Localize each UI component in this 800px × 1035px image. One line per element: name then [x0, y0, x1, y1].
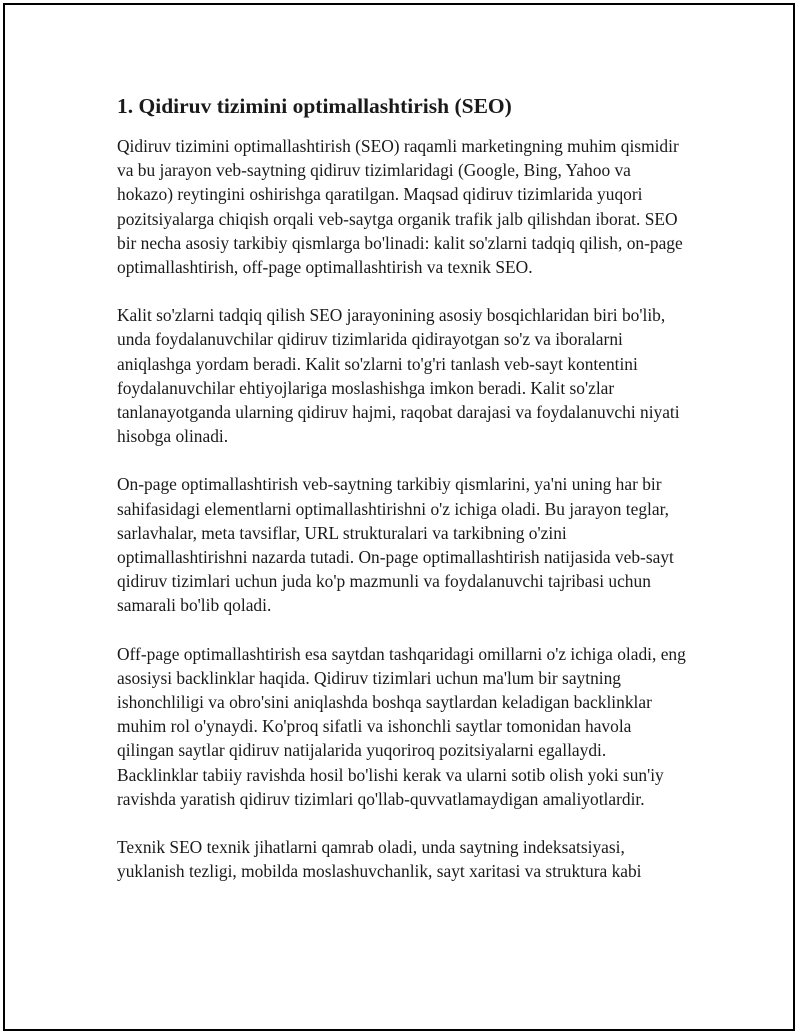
paragraph-technical-seo: Texnik SEO texnik jihatlarni qamrab oladi, unda saytning indeksatsiyasi, yuklanish tezligi, mobilda moslashuvchanlik, sayt xaritasi va struktura kabi: [117, 837, 642, 882]
paragraph-intro: Qidiruv tizimini optimallashtirish (SEO) raqamli marketingning muhim qismidir va bu jarayon veb-saytning qidiruv tizimlaridagi (Google, Bing, Yahoo va hokazo) reytingini oshirishga qaratilgan. Maqsad qidiruv tizimlarida yuqori pozitsiyalarga chiqish orqali veb-saytga organik trafik jalb qilishdan iborat. SEO bir necha asosiy tarkibiy qismlarga bo'linadi: kalit so'zlarni tadqiq qilish, on-page optimallashtirish, off-page optimallashtirish va texnik SEO.: [117, 136, 683, 278]
paragraph-off-page: Off-page optimallashtirish esa saytdan tashqaridagi omillarni o'z ichiga oladi, eng asosiysi backlinklar haqida. Qidiruv tizimlari uchun ma'lum bir saytning ishonchliligi va obro'sini aniqlashda boshqa saytlardan keladigan backlinklar muhim rol o'ynaydi. Ko'proq sifatli va ishonchli saytlar tomonidan havola qilingan saytlar qidiruv natijalarida yuqoriroq pozitsiyalarni egallaydi. Backlinklar tabiiy ravishda hosil bo'lishi kerak va ularni sotib olish yoki sun'iy ravishda yaratish qidiruv tizimlari qo'llab-quvvatlamaydigan amaliyotlardir.: [117, 643, 686, 809]
section-heading: 1. Qidiruv tizimini optimallashtirish (SEO): [117, 94, 512, 118]
document-body: [117, 92, 687, 907]
paragraph-keyword-research: Kalit so'zlarni tadqiq qilish SEO jarayonining asosiy bosqichlaridan biri bo'lib, unda foydalanuvchilar qidiruv tizimlarida qidirayotgan so'z va iboralarni aniqlashga yordam beradi. Kalit so'zlarni to'g'ri tanlash veb-sayt kontentini foydalanuvchilar ehtiyojlariga moslashishga imkon beradi. Kalit so'zlar tanlanayotganda ularning qidiruv hajmi, raqobat darajasi va foydalanuvchi niyati hisobga olinadi.: [117, 305, 680, 447]
paragraph-on-page: On-page optimallashtirish veb-saytning tarkibiy qismlarini, ya'ni uning har bir sahifasidagi elementlarni optimallashtirishni o'z ichiga oladi. Bu jarayon teglar, sarlavhalar, meta tavsiflar, URL strukturalari va tarkibning o'zini optimallashtirishni nazarda tutadi. On-page optimallashtirish natijasida veb-sayt qidiruv tizimlari uchun juda ko'p mazmunli va foydalanuvchi tajribasi uchun samarali bo'lib qoladi.: [117, 474, 674, 616]
